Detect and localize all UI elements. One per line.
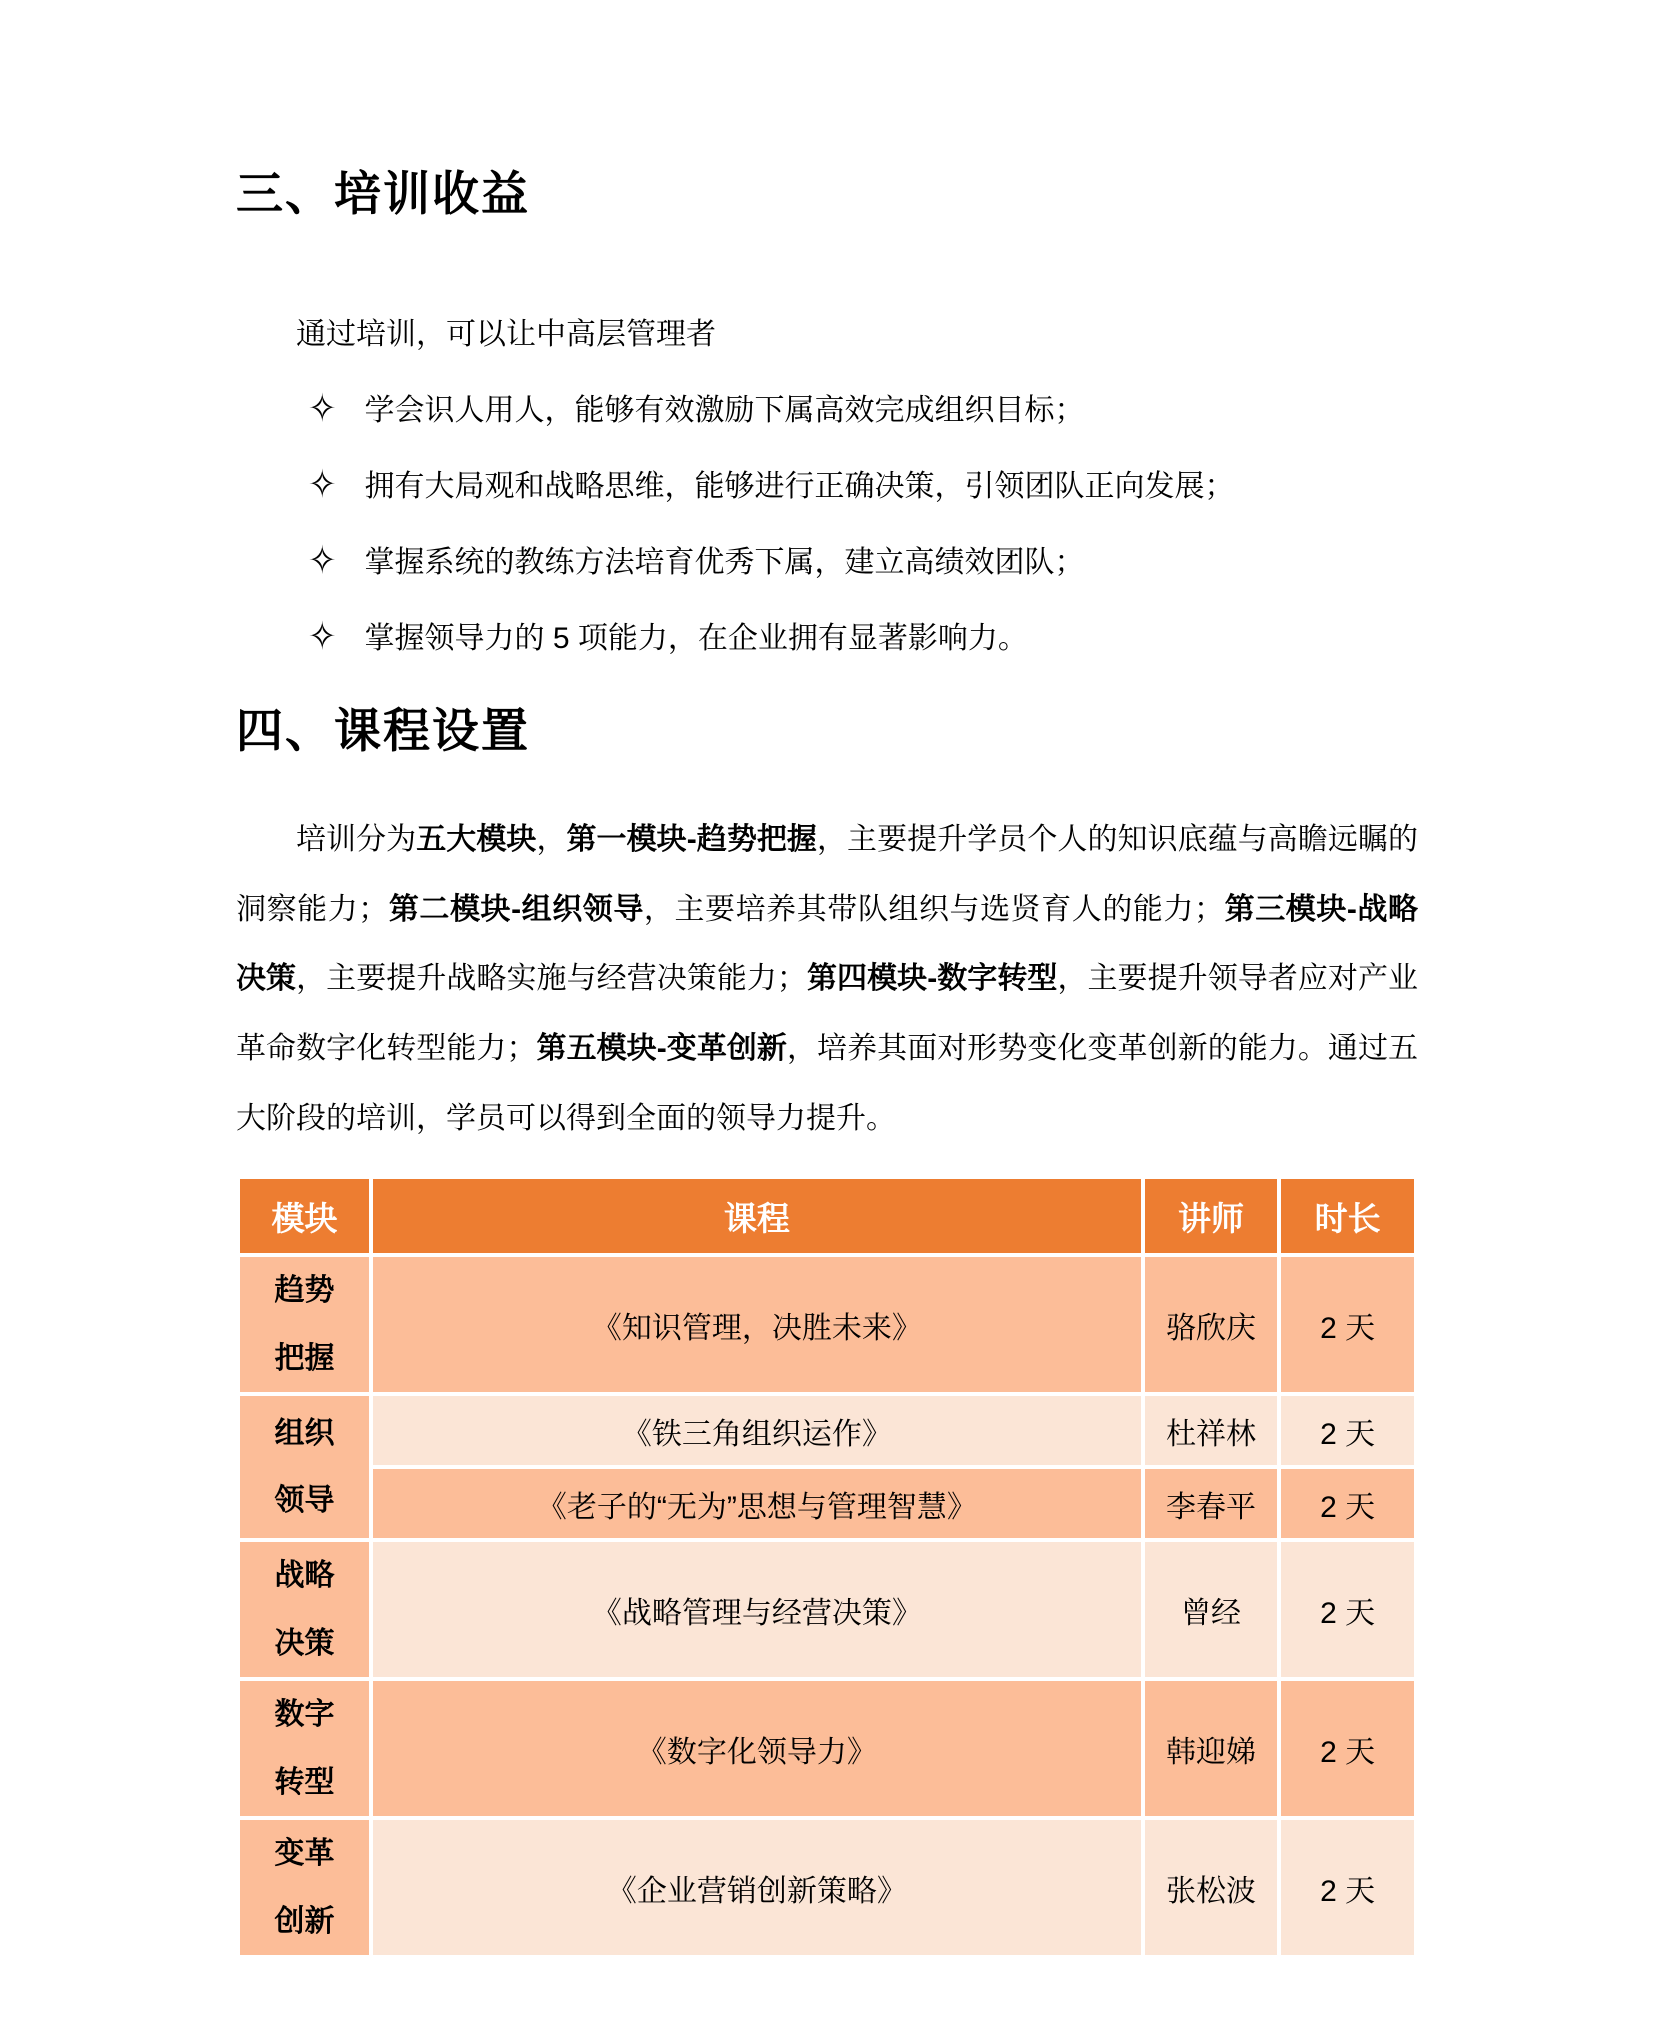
text-run: ，主要培养其带队组织与选贤育人的能力；: [643, 892, 1225, 926]
course-cell: 《老子的“无为”思想与管理智慧》: [371, 1467, 1143, 1540]
course-table: [236, 1175, 1418, 1959]
section-heading-course-setup: 四、课程设置: [236, 704, 530, 758]
text-run: ，主要提升战略实施与经营决策能力；: [296, 962, 807, 996]
diamond-bullet-icon: ✧: [308, 463, 337, 507]
instructor-cell: 韩迎娣: [1143, 1679, 1280, 1818]
instructor-cell: 张松波: [1143, 1818, 1280, 1957]
benefit-item: [236, 387, 1418, 431]
text-run: ，: [536, 823, 567, 857]
text-run: ，主要提升领导者应对产业革命数字化转型能力；: [236, 962, 1419, 1065]
course-cell: 《战略管理与经营决策》: [371, 1540, 1143, 1679]
course-cell: 《知识管理，决胜未来》: [371, 1255, 1143, 1394]
section-heading-training-benefits: 三、培训收益: [236, 167, 530, 220]
header-row: [238, 1177, 1416, 1255]
benefit-item: [236, 615, 1418, 659]
column-header: 课程: [371, 1177, 1143, 1255]
column-header: 讲师: [1143, 1177, 1280, 1255]
benefit-item: [236, 463, 1418, 507]
diamond-bullet-icon: ✧: [308, 387, 337, 431]
module-name-bold-run: 第一模块-趋势把握: [566, 823, 817, 857]
module-name-bold-run: 第五模块-变革创新: [536, 1031, 787, 1065]
instructor-cell: 骆欣庆: [1143, 1255, 1280, 1394]
table-row: [238, 1818, 1416, 1957]
duration-cell: 2 天: [1279, 1818, 1416, 1957]
diamond-bullet-icon: ✧: [308, 615, 337, 659]
instructor-cell: 曾经: [1143, 1540, 1280, 1679]
benefit-text: 掌握系统的教练方法培育优秀下属，建立高绩效团队；: [364, 546, 1085, 580]
intro-paragraph: 通过培训，可以让中高层管理者: [296, 318, 716, 352]
module-name-bold-run: 五大模块: [416, 823, 537, 857]
module-name-bold-run: 第四模块-数字转型: [806, 962, 1058, 996]
column-header: 时长: [1279, 1177, 1416, 1255]
course-table-header: [238, 1177, 1416, 1255]
instructor-cell: 杜祥林: [1143, 1394, 1280, 1467]
module-cell: 组织 领导: [238, 1394, 371, 1540]
course-cell: 《数字化领导力》: [371, 1679, 1143, 1818]
document-content: [236, 0, 1418, 1959]
duration-cell: 2 天: [1279, 1679, 1416, 1818]
benefit-text: 学会识人用人，能够有效激励下属高效完成组织目标；: [364, 394, 1085, 428]
module-cell: 战略 决策: [238, 1540, 371, 1679]
module-cell: 变革 创新: [238, 1818, 371, 1957]
module-name-bold-run: 第三模块-战略决策: [236, 892, 1419, 996]
duration-cell: 2 天: [1279, 1540, 1416, 1679]
benefit-item: [236, 539, 1418, 583]
module-name-bold-run: 第二模块-组织领导: [388, 892, 644, 926]
modules-paragraph: [236, 805, 1418, 1153]
benefit-text: 掌握领导力的 5 项能力，在企业拥有显著影响力。: [364, 622, 1028, 656]
benefit-text: 拥有大局观和战略思维，能够进行正确决策，引领团队正向发展；: [364, 470, 1235, 504]
duration-cell: 2 天: [1279, 1467, 1416, 1540]
course-cell: 《铁三角组织运作》: [371, 1394, 1143, 1467]
table-row: [238, 1467, 1416, 1540]
course-table-body: [238, 1255, 1416, 1957]
table-row: [238, 1255, 1416, 1394]
text-run: ，培养其面对形势变化变革创新的能力。通过五大阶段的培训，学员可以得到全面的领导力提升。: [236, 1031, 1419, 1135]
module-cell: 趋势 把握: [238, 1255, 371, 1394]
table-row: [238, 1679, 1416, 1818]
text-run: 培训分为: [296, 823, 417, 857]
table-row: [238, 1394, 1416, 1467]
instructor-cell: 李春平: [1143, 1467, 1280, 1540]
duration-cell: 2 天: [1279, 1255, 1416, 1394]
module-cell: 数字 转型: [238, 1679, 371, 1818]
course-cell: 《企业营销创新策略》: [371, 1818, 1143, 1957]
column-header: 模块: [238, 1177, 371, 1255]
duration-cell: 2 天: [1279, 1394, 1416, 1467]
table-row: [238, 1540, 1416, 1679]
benefits-list: [236, 387, 1418, 659]
text-run: ，主要提升学员个人的知识底蕴与高瞻远瞩的洞察能力；: [236, 823, 1419, 926]
diamond-bullet-icon: ✧: [308, 539, 337, 583]
